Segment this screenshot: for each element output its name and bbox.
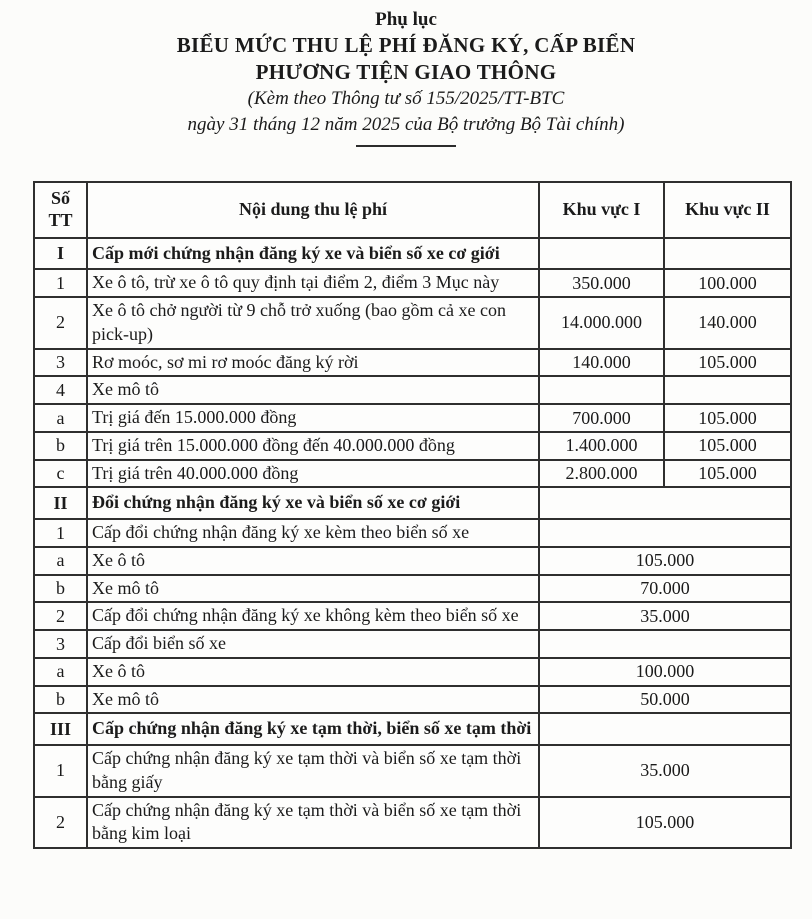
zone1-fee-cell	[539, 376, 664, 404]
row-number-cell: 4	[34, 376, 87, 404]
zone2-fee-cell: 105.000	[664, 404, 791, 432]
table-row	[34, 269, 791, 297]
fee-description-cell: Cấp chứng nhận đăng ký xe tạm thời và biển số xe tạm thời bằng kim loại	[87, 797, 539, 849]
zone1-fee-cell: 1.400.000	[539, 432, 664, 460]
row-number-cell: 1	[34, 745, 87, 797]
row-number-cell: 1	[34, 269, 87, 297]
table-row	[34, 432, 791, 460]
column-header-content: Nội dung thu lệ phí	[87, 182, 539, 238]
row-number-cell: b	[34, 575, 87, 603]
row-number-cell: b	[34, 686, 87, 714]
header-row	[34, 182, 791, 238]
section-row	[34, 238, 791, 270]
table-row	[34, 519, 791, 547]
row-number-cell: 2	[34, 297, 87, 349]
doc-subtitle-line1: (Kèm theo Thông tư số 155/2025/TT-BTC	[247, 88, 565, 110]
fee-description-cell: Xe mô tô	[87, 575, 539, 603]
zone1-fee-cell	[539, 238, 664, 270]
row-number-cell: a	[34, 404, 87, 432]
zone2-fee-cell	[664, 238, 791, 270]
merged-fee-cell	[539, 487, 791, 519]
fee-description-cell: Đổi chứng nhận đăng ký xe và biển số xe cơ giới	[87, 487, 539, 519]
row-number-cell: 2	[34, 797, 87, 849]
section-row	[34, 487, 791, 519]
table-row	[34, 745, 791, 797]
merged-fee-cell	[539, 713, 791, 745]
fee-description-cell: Cấp đổi chứng nhận đăng ký xe kèm theo biển số xe	[87, 519, 539, 547]
fee-description-cell: Xe mô tô	[87, 686, 539, 714]
fee-description-cell: Rơ moóc, sơ mi rơ moóc đăng ký rời	[87, 349, 539, 377]
merged-fee-cell: 35.000	[539, 745, 791, 797]
zone1-fee-cell: 350.000	[539, 269, 664, 297]
row-number-cell: a	[34, 658, 87, 686]
row-number-cell: 1	[34, 519, 87, 547]
merged-fee-cell: 100.000	[539, 658, 791, 686]
row-number-cell: b	[34, 432, 87, 460]
fee-description-cell: Cấp chứng nhận đăng ký xe tạm thời, biển số xe tạm thời	[87, 713, 539, 745]
table-row	[34, 547, 791, 575]
doc-subtitle-line2: ngày 31 tháng 12 năm 2025 của Bộ trưởng Bộ Tài chính)	[187, 113, 625, 135]
appendix-label: Phụ lục	[375, 9, 437, 30]
row-number-cell: 3	[34, 349, 87, 377]
fee-description-cell: Xe ô tô	[87, 547, 539, 575]
row-number-cell: I	[34, 238, 87, 270]
zone1-fee-cell: 700.000	[539, 404, 664, 432]
fee-description-cell: Xe ô tô	[87, 658, 539, 686]
merged-fee-cell: 105.000	[539, 547, 791, 575]
zone2-fee-cell: 105.000	[664, 349, 791, 377]
merged-fee-cell: 105.000	[539, 797, 791, 849]
table-row	[34, 460, 791, 488]
merged-fee-cell: 35.000	[539, 602, 791, 630]
column-header-stt: Số TT	[34, 182, 87, 238]
row-number-cell: II	[34, 487, 87, 519]
zone2-fee-cell	[664, 376, 791, 404]
fee-description-cell: Cấp đổi chứng nhận đăng ký xe không kèm theo biển số xe	[87, 602, 539, 630]
merged-fee-cell: 50.000	[539, 686, 791, 714]
table-row	[34, 575, 791, 603]
table-row	[34, 297, 791, 349]
fee-description-cell: Cấp chứng nhận đăng ký xe tạm thời và biển số xe tạm thời bằng giấy	[87, 745, 539, 797]
column-header-zone2: Khu vực II	[664, 182, 791, 238]
merged-fee-cell: 70.000	[539, 575, 791, 603]
column-header-zone1: Khu vực I	[539, 182, 664, 238]
merged-fee-cell	[539, 630, 791, 658]
table-row	[34, 349, 791, 377]
doc-title-line1: BIỂU MỨC THU LỆ PHÍ ĐĂNG KÝ, CẤP BIỂN	[176, 32, 636, 57]
fee-table-header	[34, 182, 791, 238]
fee-description-cell: Cấp mới chứng nhận đăng ký xe và biển số xe cơ giới	[87, 238, 539, 270]
zone1-fee-cell: 14.000.000	[539, 297, 664, 349]
zone2-fee-cell: 100.000	[664, 269, 791, 297]
table-row	[34, 404, 791, 432]
row-number-cell: 3	[34, 630, 87, 658]
table-row	[34, 602, 791, 630]
zone2-fee-cell: 140.000	[664, 297, 791, 349]
row-number-cell: a	[34, 547, 87, 575]
fee-table	[33, 181, 792, 850]
table-row	[34, 797, 791, 849]
document-header	[0, 0, 812, 147]
row-number-cell: 2	[34, 602, 87, 630]
zone1-fee-cell: 140.000	[539, 349, 664, 377]
fee-description-cell: Trị giá đến 15.000.000 đồng	[87, 404, 539, 432]
table-row	[34, 686, 791, 714]
fee-table-body	[34, 238, 791, 849]
fee-description-cell: Xe ô tô, trừ xe ô tô quy định tại điểm 2, điểm 3 Mục này	[87, 269, 539, 297]
zone2-fee-cell: 105.000	[664, 460, 791, 488]
table-row	[34, 658, 791, 686]
fee-description-cell: Cấp đổi biển số xe	[87, 630, 539, 658]
header-divider	[356, 145, 456, 147]
row-number-cell: c	[34, 460, 87, 488]
table-row	[34, 630, 791, 658]
section-row	[34, 713, 791, 745]
doc-title-line2: PHƯƠNG TIỆN GIAO THÔNG	[255, 60, 557, 85]
fee-description-cell: Trị giá trên 15.000.000 đồng đến 40.000.000 đồng	[87, 432, 539, 460]
zone1-fee-cell: 2.800.000	[539, 460, 664, 488]
fee-description-cell: Xe mô tô	[87, 376, 539, 404]
fee-description-cell: Trị giá trên 40.000.000 đồng	[87, 460, 539, 488]
fee-description-cell: Xe ô tô chở người từ 9 chỗ trở xuống (bao gồm cả xe con pick-up)	[87, 297, 539, 349]
table-row	[34, 376, 791, 404]
zone2-fee-cell: 105.000	[664, 432, 791, 460]
merged-fee-cell	[539, 519, 791, 547]
row-number-cell: III	[34, 713, 87, 745]
